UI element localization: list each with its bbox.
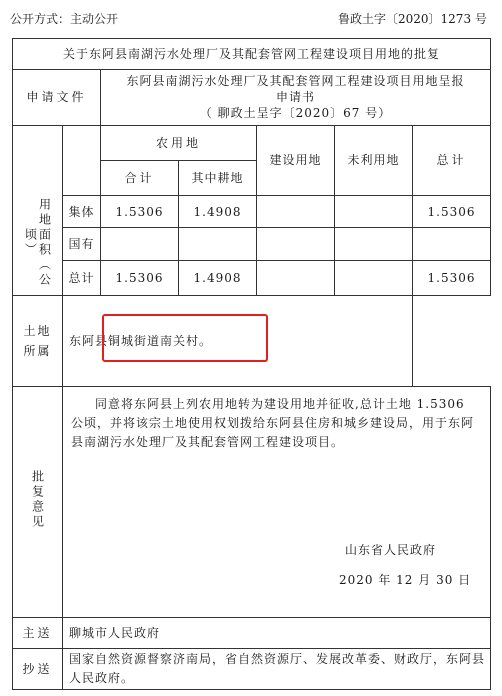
cell-total: 1.5306 [413,261,491,296]
row-label: 集体 [63,195,101,228]
application-label: 申请文件 [13,69,101,125]
cell-unused [335,261,413,296]
application-document [101,69,491,125]
header-agricultural-land: 农用地 [101,125,257,160]
cell-total [413,228,491,261]
cell-subtotal: 1.5306 [101,195,179,228]
approval-issuer: 山东省人民政府 [345,543,437,558]
approval-label-text: 批复意见 [30,469,45,530]
cell-construction [257,228,335,261]
approval-form-table [12,38,491,690]
application-line-2: 申请书 [276,90,316,105]
approval-label [13,387,63,618]
ownership-label-line-2: 所属 [23,344,52,359]
header-cultivated-land: 其中耕地 [179,160,257,195]
cell-construction [257,195,335,228]
approval-date: 2020 年 12 月 30 日 [339,573,472,588]
area-corner-cell [63,125,101,195]
disclosure-method: 公开方式：主动公开 [10,12,119,26]
cell-construction [257,261,335,296]
cell-total: 1.5306 [413,195,491,228]
cc-label: 抄送 [13,648,63,689]
document-number: 鲁政土字〔2020〕1273 号 [338,12,487,26]
table-row [13,195,491,228]
header-subtotal: 合计 [101,160,179,195]
cell-cultivated: 1.4908 [179,195,257,228]
cc-value: 国家自然资源督察济南局，省自然资源厅、发展改革委、财政厅，东阿县人民政府。 [63,648,491,689]
cell-cultivated: 1.4908 [179,261,257,296]
application-line-1: 东阿县南湖污水处理厂及其配套管网工程建设项目用地呈报 [126,74,465,89]
cell-subtotal [101,228,179,261]
row-label: 国有 [63,228,101,261]
ownership-value: 东阿县铜城街道南关村。 [63,296,413,387]
ownership-highlight-box [102,314,268,362]
document-title: 关于东阿县南湖污水处理厂及其配套管网工程建设项目用地的批复 [13,39,491,70]
ownership-label [13,296,63,387]
header-unused-land: 未利用地 [335,125,413,195]
approval-text: 同意将东阿县上列农用地转为建设用地并征收,总计土地 1.5306 公顷，并将该宗土地使用权划拨给东阿县住房和城乡建设局，用于东阿县南湖污水处理厂及其配套管网工程建设项目。 [71,397,475,450]
header-construction-land: 建设用地 [257,125,335,195]
recipient-value: 聊城市人民政府 [63,617,491,648]
area-side-label-text: 用地面积（公顷） [23,198,52,289]
area-side-label [13,125,63,296]
cell-cultivated [179,228,257,261]
row-label: 总计 [63,261,101,296]
ownership-label-line-1: 土地 [23,324,52,339]
cell-subtotal: 1.5306 [101,261,179,296]
approval-opinion [63,387,491,618]
table-row [13,228,491,261]
cell-unused [335,195,413,228]
cell-unused [335,228,413,261]
table-row [13,261,491,296]
application-line-3: （ 聊政土呈字〔2020〕67 号） [199,106,392,121]
recipient-label: 主送 [13,617,63,648]
header-total: 总计 [413,125,491,195]
